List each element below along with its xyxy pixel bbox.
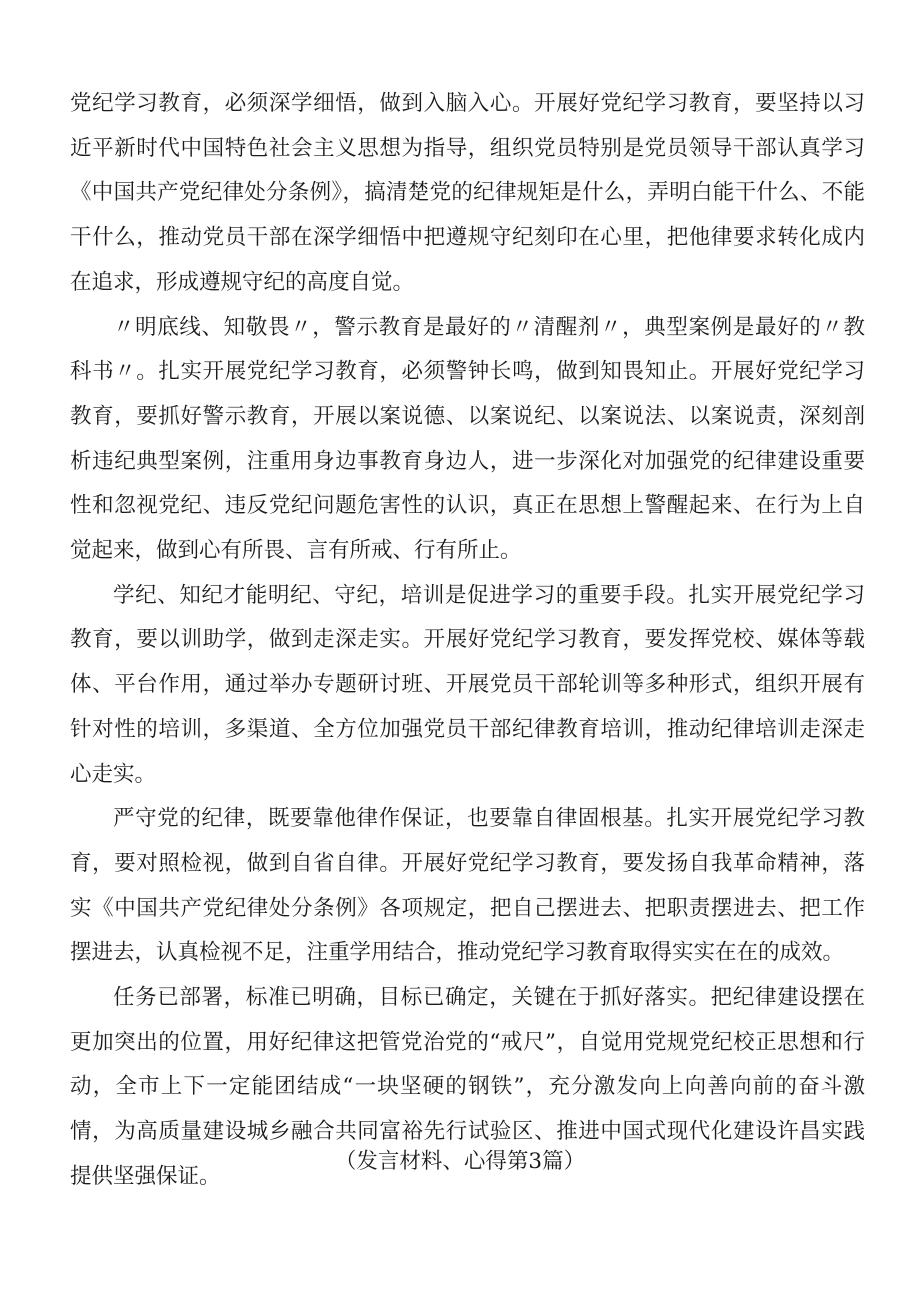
paragraph-3: 学纪、知纪才能明纪、守纪，培训是促进学习的重要手段。扎实开展党纪学习教育，要以训助学，做到走深走实。开展好党纪学习教育，要发挥党校、媒体等载体、平台作用，通过举办专题研讨班、开展党员干部轮训等多种形式，组织开展有针对性的培训，多渠道、全方位加强党员干部纪律教育培训，推动纪律培训走深走心走实。 [70,582,865,787]
paragraph-5: 任务已部署，标准已明确，目标已确定，关键在于抓好落实。把纪律建设摆在更加突出的位置，用好纪律这把管党治党的“戒尺”，自觉用党规党纪校正思想和行动，全市上下一定能团结成“一块坚硬的钢铁”，充分激发向上向善向前的奋斗激情，为高质量建设城乡融合共同富裕先行试验区、推进中国式现代化建设许昌实践提供坚强保证。 [70,985,865,1189]
paragraph-1: 党纪学习教育，必须深学细悟，做到入脑入心。开展好党纪学习教育，要坚持以习近平新时代中国特色社会主义思想为指导，组织党员特别是党员领导干部认真学习《中国共产党纪律处分条例》，搞清楚党的纪律规矩是什么，弄明白能干什么、不能干什么，推动党员干部在深学细悟中把遵规守纪刻印在心里，把他律要求转化成内在追求，形成遵规守纪的高度自觉。 [70,91,865,295]
paragraph-4: 严守党的纪律，既要靠他律作保证，也要靠自律固根基。扎实开展党纪学习教育，要对照检视，做到自省自律。开展好党纪学习教育，要发扬自我革命精神，落实《中国共产党纪律处分条例》各项规定，把自己摆进去、把职责摆进去、把工作摆进去，认真检视不足，注重学用结合，推动党纪学习教育取得实实在在的成效。 [70,806,865,966]
document-body [70,82,865,1200]
paragraph-2: 〃明底线、知敬畏〃，警示教育是最好的〃清醒剂〃，典型案例是最好的〃教科书〃。扎实开展党纪学习教育，必须警钟长鸣，做到知畏知止。开展好党纪学习教育，要抓好警示教育，开展以案说德、以案说纪、以案说法、以案说责，深刻剖析违纪典型案例，注重用身边事教育身边人，进一步深化对加强党的纪律建设重要性和忽视党纪、违反党纪问题危害性的认识，真正在思想上警醒起来、在行为上自觉起来，做到心有所畏、言有所戒、行有所止。 [70,314,865,564]
section-caption: （发言材料、心得第3篇） [334,1149,586,1174]
